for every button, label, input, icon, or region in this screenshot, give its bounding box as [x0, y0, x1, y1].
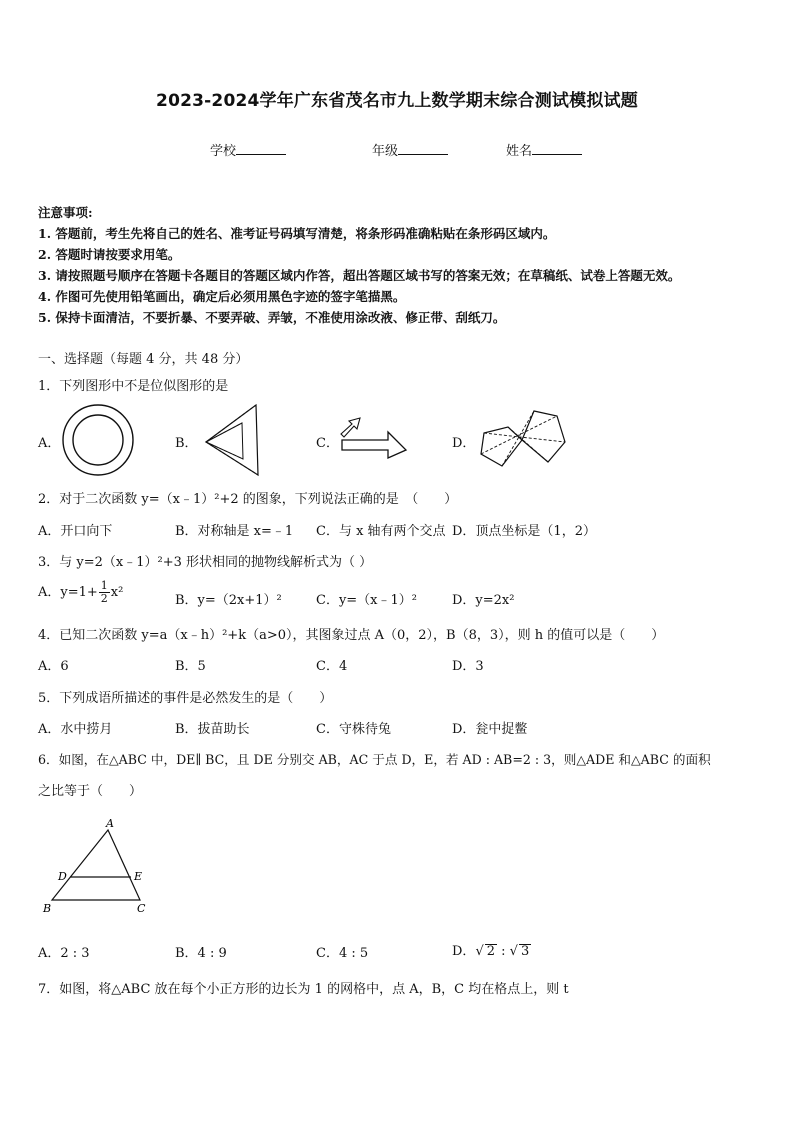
q2-option-a[interactable]: A．开口向下	[38, 524, 113, 539]
q1-option-b-label[interactable]: B．	[175, 436, 198, 451]
q3-option-c[interactable]: C．y=（x﹣1）²	[316, 593, 417, 608]
vertex-label-a: A	[106, 817, 114, 830]
q4-stem: 4．已知二次函数 y=a（x﹣h）²+k（a>0），其图象过点 A（0，2），B（8，3），则 h 的值可以是（ ）	[38, 628, 665, 643]
note-item: 3. 请按照题号顺序在答题卡各题目的答题区域内作答，超出答题区域书写的答案无效；在草稿纸、试卷上答题无效。	[38, 268, 681, 283]
q6-stem: 6．如图，在△ABC 中，DE∥ BC，且 DE 分别交 AB，AC 于点 D，E，若 AD : AB=2 : 3，则△ADE 和△ABC 的面积	[38, 752, 711, 767]
q7-stem: 7．如图，将△ABC 放在每个小正方形的边长为 1 的网格中，点 A，B，C 均在格点上，则 t	[38, 982, 569, 997]
q1-stem: 1．下列图形中不是位似图形的是	[38, 379, 229, 394]
q1-ring-figure	[60, 402, 136, 478]
q6-option-b[interactable]: B．4 : 9	[175, 946, 227, 961]
q5-option-b[interactable]: B．拔苗助长	[175, 722, 250, 737]
q5-option-a[interactable]: A．水中捞月	[38, 722, 113, 737]
q4-option-c[interactable]: C．4	[316, 659, 348, 674]
q4-option-d[interactable]: D．3	[452, 659, 484, 674]
note-item: 2. 答题时请按要求用笔。	[38, 247, 181, 262]
q3-option-a[interactable]: A．y=1+ $\frac{1}{2}$ x²	[38, 579, 124, 605]
q1-arrows-figure	[338, 412, 412, 466]
q6-option-a[interactable]: A．2 : 3	[38, 946, 90, 961]
q1-triangles-figure	[198, 402, 264, 478]
q6-option-d[interactable]: D．√ 2 : √ 3	[452, 944, 530, 959]
note-item: 5. 保持卡面清洁，不要折暴、不要弄破、弄皱，不准使用涂改液、修正带、刮纸刀。	[38, 310, 506, 325]
grade-field[interactable]: 年级	[372, 140, 448, 159]
q2-option-b[interactable]: B．对称轴是 x=﹣1	[175, 524, 294, 539]
q4-option-a[interactable]: A．6	[38, 659, 69, 674]
q6-stem-cont: 之比等于（ ）	[38, 784, 143, 799]
vertex-label-e: E	[134, 870, 143, 883]
q1-pentagons-figure	[474, 404, 574, 474]
q2-stem: 2．对于二次函数 y=（x﹣1）²+2 的图象，下列说法正确的是 （ ）	[38, 492, 458, 507]
school-field[interactable]: 学校	[210, 140, 286, 159]
q5-stem: 5．下列成语所描述的事件是必然发生的是（ ）	[38, 691, 333, 706]
name-field[interactable]: 姓名	[506, 140, 582, 159]
q1-option-a-label[interactable]: A．	[38, 436, 61, 451]
vertex-label-c: C	[137, 902, 146, 915]
notes-heading: 注意事项:	[38, 205, 93, 220]
q6-option-c[interactable]: C．4 : 5	[316, 946, 369, 961]
q3-option-b[interactable]: B．y=（2x+1）²	[175, 593, 282, 608]
page-title: 2023-2024学年广东省茂名市九上数学期末综合测试模拟试题	[156, 91, 638, 111]
q3-stem: 3．与 y=2（x﹣1）²+3 形状相同的抛物线解析式为（ ）	[38, 555, 373, 570]
q2-option-d[interactable]: D．顶点坐标是（1，2）	[452, 524, 596, 539]
fraction: $\frac{1}{2}$	[100, 579, 108, 605]
notes-block	[38, 202, 680, 328]
section-heading: 一、选择题（每题 4 分，共 48 分）	[38, 352, 249, 367]
vertex-label-b: B	[43, 902, 52, 915]
q6-triangle-figure	[40, 816, 156, 916]
vertex-label-d: D	[58, 870, 67, 883]
note-item: 4. 作图可先使用铅笔画出，确定后必须用黑色字迹的签字笔描黑。	[38, 289, 406, 304]
note-item: 1. 答题前，考生先将自己的姓名、准考证号码填写清楚，将条形码准确粘贴在条形码区域内。	[38, 226, 556, 241]
q5-option-d[interactable]: D．瓮中捉鳖	[452, 722, 528, 737]
q4-option-b[interactable]: B．5	[175, 659, 206, 674]
sqrt-symbol: √	[475, 944, 484, 959]
q2-option-c[interactable]: C．与 x 轴有两个交点	[316, 524, 446, 539]
q3-option-d[interactable]: D．y=2x²	[452, 593, 515, 608]
sqrt-symbol: √	[509, 944, 518, 959]
q1-option-d-label[interactable]: D．	[452, 436, 476, 451]
q1-option-c-label[interactable]: C．	[316, 436, 339, 451]
q5-option-c[interactable]: C．守株待兔	[316, 722, 391, 737]
